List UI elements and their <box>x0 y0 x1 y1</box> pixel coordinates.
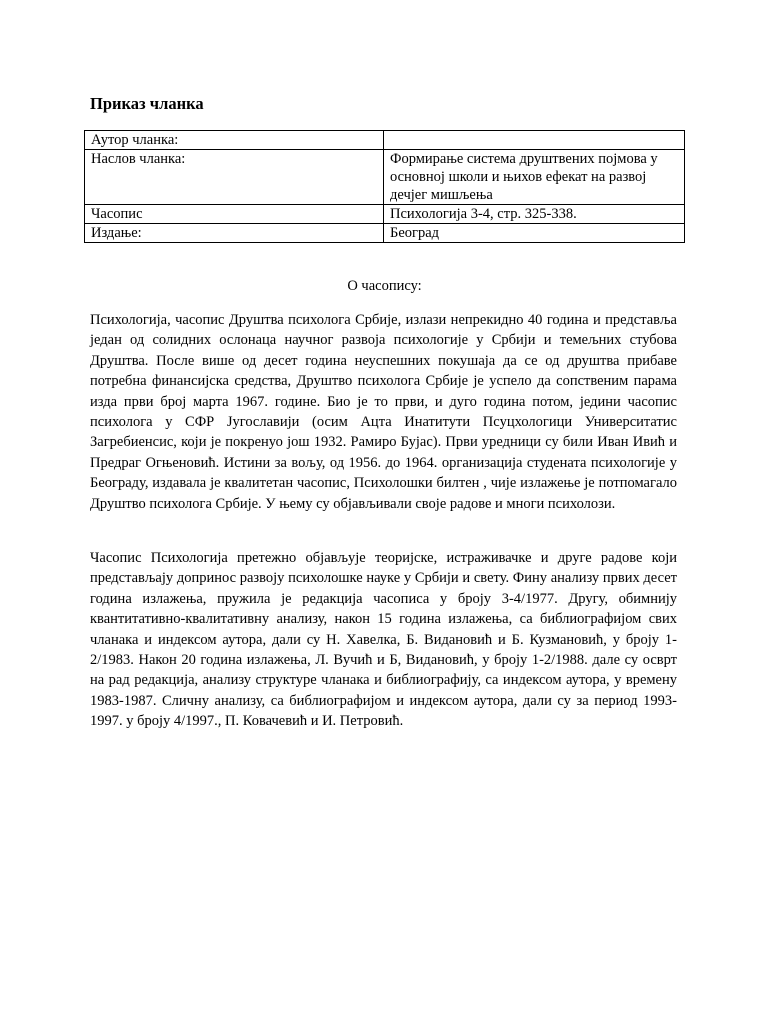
journal-value: Психологија 3-4, стр. 325-338. <box>384 205 685 224</box>
article-info-table <box>84 130 685 243</box>
author-value <box>384 131 685 150</box>
article-title-value: Формирање система друштвених појмова у основној школи и њихов ефекат на развој дечјег мишљења <box>384 150 685 205</box>
journal-label: Часопис <box>85 205 384 224</box>
edition-value: Београд <box>384 224 685 243</box>
table-row-edition <box>85 224 685 243</box>
edition-label: Издање: <box>85 224 384 243</box>
body-paragraph: Психологија, часопис Друштва психолога Србије, излази непрекидно 40 година и представља један од солидних ослонаца научног развоја психологије у Србији и темељних стубова Друштва. После више од десет година неуспешних покушаја да се од друштва прибаве потребна финансијска средства, Друштво психолога Србије је успело да сопственим парама изда први број марта 1967. године. Био је то први, и дуго година потом, једини часопис психолога у СФР Југославији (осим Ацта Инатитути Псyцхологици Университатис Загребиенсис, који је покренуо још 1932. Рамиро Бујас). Први уредници су били Иван Ивић и Предраг Огњеновић. Истини за вољу, од 1956. до 1964. организација студената психологије у Београду, издавала је квалитетан часопис, Психолошки билтен , чије излажење је потпомагало Друштво психолога Србије. У њему су објављивали своје радове и многи психолози. <box>90 312 677 512</box>
article-title-label: Наслов чланка: <box>85 150 384 205</box>
table-row-author <box>85 131 685 150</box>
table-row-journal <box>85 205 685 224</box>
document-title: Приказ чланка <box>90 94 204 113</box>
table-row-title <box>85 150 685 205</box>
body-paragraph: Часопис Психологија претежно објављује теоријске, истраживачке и друге радове који представљају допринос развоју психолошке науке у Србији и свету. Фину анализу првих десет година излажења, пружила је редакција часописа у броју 3-4/1977. Другу, обимнију квантитативно-квалитативну анализу, након 15 година излажења, са библиографијом свих чланака и индексом аутора, дали су Н. Хавелка, Б. Видановић и Б. Кузмановић, у броју 1-2/1983. Након 20 година излажења, Л. Вучић и Б, Видановић, у броју 1-2/1988. дале су осврт на рад редакција, анализу структуре чланака и библиографију, са индексом аутора, у времену 1983-1987. Сличну анализу, са библиографијом и индексом аутора, дали су за период 1993-1997. у броју 4/1997., П. Ковачевић и И. Петровић. <box>90 550 677 730</box>
section-heading: О часопису: <box>347 278 422 294</box>
author-label: Аутор чланка: <box>85 131 384 150</box>
